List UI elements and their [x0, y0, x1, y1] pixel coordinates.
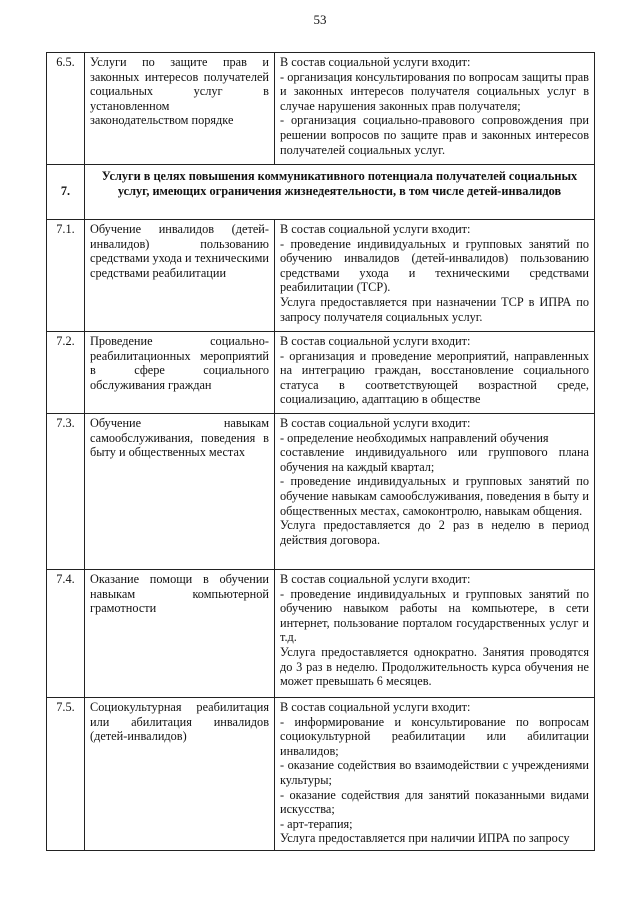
service-description: [275, 570, 595, 698]
table-row: [47, 220, 595, 332]
description-line: Услуга предоставляется до 2 раз в неделю в период действия договора.: [280, 518, 589, 547]
description-line: - организация социально-правового сопровождения при решении вопросов по защите прав и законных интересов получателей социальных услуг.: [280, 113, 589, 157]
section-number: 7.: [47, 165, 85, 220]
services-table: [46, 52, 595, 851]
service-description: [275, 220, 595, 332]
service-description: [275, 332, 595, 414]
row-number: 7.2.: [47, 332, 85, 414]
description-line: - оказание содействия во взаимодействии с учреждениями культуры;: [280, 758, 589, 787]
table-row: [47, 414, 595, 570]
service-name: Социокультурная реабилитация или абилитация инвалидов (детей-инвалидов): [85, 698, 275, 851]
description-line: В состав социальной услуги входит:: [280, 700, 471, 714]
description-line: - арт-терапия;: [280, 816, 353, 831]
description-line: - проведение индивидуальных и групповых занятий по обучению инвалидов (детей-инвалидов) пользованию средствами ухода и техническими средствами реабилитации (ТСР).: [280, 236, 589, 295]
service-name: Оказание помощи в обучении навыкам компьютерной грамотности: [85, 570, 275, 698]
table-row: [47, 570, 595, 698]
table-row: [47, 698, 595, 851]
table-row: [47, 332, 595, 414]
description-line: Услуга предоставляется при назначении ТСР в ИПРА по запросу получателя социальных услуг.: [280, 294, 589, 324]
row-number: 7.1.: [47, 220, 85, 332]
description-line: В состав социальной услуги входит:: [280, 416, 471, 430]
service-description: [275, 698, 595, 851]
description-line: - проведение индивидуальных и групповых занятий по обучению навыком работы на компьютере, в сети интернет, пользование порталом государственных услуг и т.д.: [280, 586, 589, 645]
description-line: Услуга предоставляется однократно. Занятия проводятся до 3 раз в неделю. Продолжительность курса обучения не может превышать 6 месяцев.: [280, 644, 589, 689]
service-name: Обучение инвалидов (детей-инвалидов) пользованию средствами ухода и техническими средствами реабилитации: [85, 220, 275, 332]
page-number: 53: [313, 12, 327, 27]
description-line: - организация и проведение мероприятий, направленных на интеграцию граждан, восстановление социального статуса в соответствующей возрастной среде, социализацию, адаптацию в обществе: [280, 348, 589, 407]
description-line: В состав социальной услуги входит:: [280, 572, 471, 586]
row-number: 7.3.: [47, 414, 85, 570]
description-line: составление индивидуального или группового плана обучения на каждый квартал;: [280, 445, 589, 474]
description-line: - организация консультирования по вопросам защиты прав и законных интересов получателя социальных услуг в случае нарушения законных прав получателя;: [280, 69, 589, 113]
service-name: Услуги по защите прав и законных интересов получателей социальных услуг в установленном законодательством порядке: [85, 53, 275, 165]
service-description: [275, 414, 595, 570]
description-line: В состав социальной услуги входит:: [280, 222, 471, 236]
description-line: - информирование и консультирование по вопросам социокультурной реабилитации или абилитации инвалидов;: [280, 714, 589, 758]
row-number: 7.4.: [47, 570, 85, 698]
service-name: Обучение навыкам самообслуживания, поведения в быту и общественных местах: [85, 414, 275, 570]
description-line: - определение необходимых направлений обучения: [280, 430, 549, 445]
service-name: Проведение социально-реабилитационных мероприятий в сфере социального обслуживания граждан: [85, 332, 275, 414]
row-number: 7.5.: [47, 698, 85, 851]
description-line: В состав социальной услуги входит:: [280, 55, 471, 69]
section-title: Услуги в целях повышения коммуникативного потенциала получателей социальных услуг, имеющих ограничения жизнедеятельности, в том числе детей-инвалидов: [85, 165, 595, 220]
description-line: Услуга предоставляется при наличии ИПРА по запросу: [280, 831, 570, 846]
row-number: 6.5.: [47, 53, 85, 165]
service-description: [275, 53, 595, 165]
description-line: В состав социальной услуги входит:: [280, 334, 471, 348]
table-row: [47, 53, 595, 165]
description-line: - оказание содействия для занятий показанными видами искусства;: [280, 787, 589, 817]
section-header-row: [47, 165, 595, 220]
description-line: - проведение индивидуальных и групповых занятий по обучение навыкам самообслуживания, поведения в быту и общественных местах, самоконтролю, навыкам общения.: [280, 474, 589, 518]
